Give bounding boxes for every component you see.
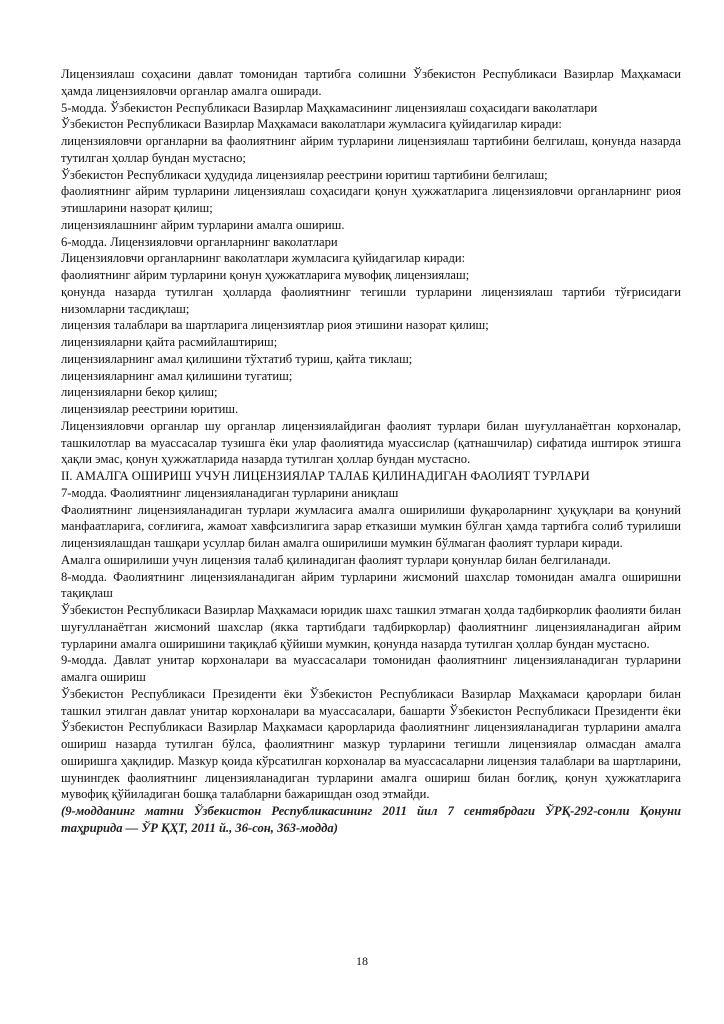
paragraph-state-unitary-enterprises: Ўзбекистон Республикаси Президенти ёки Ўзбекистон Республикаси Вазирлар Маҳкамаси қарорлари билан ташкил этилган давлат унитар корхоналари ва муассасалари, башарти Ўзбекистон Республикаси Президенти ёки Ўзбекистон Республикаси Вазирлар Маҳкамаси қарорларида фаолиятнинг лицензияланадиган турларини амалга ошириш назарда тутилган бўлса, фаолиятнинг мазкур турларини тегишли лицензиялар олмасдан амалга оширишга ҳақлидир. Мазкур қоида кўрсатилган корхоналар ва муассасаларни лицензия талаблари ва шартларини, шунингдек фаолиятнинг лицензияланадиган турларини амалга ошириш билан боғлиқ, қонун ҳужжатларига мувофиқ қўйиладиган бошқа талабларни бажаришдан озод этмайди. — [61, 686, 681, 802]
paragraph-individuals-prohibition: Ўзбекистон Республикаси Вазирлар Маҳкамаси юридик шахс ташкил этмаган ҳолда тадбиркорлик фаолияти билан шуғулланаётган жисмоний шахслар (якка тартибдаги тадбиркорлар) фаолиятнинг лицензияланадиган айрим турларини амалга оширишини тақиқлаб қўйиши мумкин, қонунда назарда тутилган ҳоллар бундан мустасно. — [61, 603, 681, 651]
paragraph-cabinet-powers: Ўзбекистон Республикаси Вазирлар Маҳкамаси ваколатлари жумласига қуйидагилар киради: — [61, 117, 562, 132]
list-item: фаолиятнинг айрим турларини лицензиялаш соҳасидаги қонун ҳужжатларига лицензияловчи органларнинг риоя этишларини назорат қилиш; — [61, 184, 681, 215]
article-5-heading: 5-модда. Ўзбекистон Республикаси Вазирлар Маҳкамасининг лицензиялаш соҳасидаги ваколатлари — [61, 100, 598, 115]
section-2-heading: II. АМАЛГА ОШИРИШ УЧУН ЛИЦЕНЗИЯЛАР ТАЛАБ ҚИЛИНАДИГАН ФАОЛИЯТ ТУРЛАРИ — [61, 469, 590, 483]
list-item: лицензияларни бекор қилиш; — [61, 385, 218, 400]
article-8-heading: 8-модда. Фаолиятнинг лицензияланадиган айрим турларини жисмоний шахслар томонидан амалга оширишни тақиқлаш — [61, 569, 681, 601]
list-item: лицензияларнинг амал қилишини тугатиш; — [61, 368, 293, 383]
list-item: қонунда назарда тутилган ҳолларда фаолиятнинг тегишли турларини лицензиялаш тартиби тўғрисидаги низомларни тасдиқлаш; — [61, 284, 681, 316]
paragraph-licensing-bodies-powers: Лицензияловчи органларнинг ваколатлари жумласига қуйидагилар киради: — [61, 251, 466, 266]
amendment-note: (9-модданинг матни Ўзбекистон Республикасининг 2011 йил 7 сентябрдаги ЎРҚ-292-сонли Қонуни таҳририда — ЎР ҚҲТ, 2011 й., 36-сон, 363-модда) — [61, 804, 681, 835]
paragraph-licensed-by-law: Амалга оширилиши учун лицензия талаб қилинадиган фаолият турлари қонунлар билан белгиланади. — [61, 552, 611, 567]
list-item: лицензияларни қайта расмийлаштириш; — [61, 335, 278, 349]
list-item: фаолиятнинг айрим турларини қонун ҳужжатларига мувофиқ лицензиялаш; — [61, 268, 470, 282]
page-number: 18 — [356, 954, 368, 968]
paragraph-licensing-regulation: Лицензиялаш соҳасини давлат томонидан тартибга солишни Ўзбекистон Республикаси Вазирлар Маҳкамаси ҳамда лицензияловчи органлар амалга оширади. — [61, 67, 681, 98]
article-7-heading: 7-модда. Фаолиятнинг лицензияланадиган турларини аниқлаш — [61, 485, 399, 500]
list-item: лицензиялар реестрини юритиш. — [61, 402, 239, 416]
paragraph-licensed-activity-types: Фаолиятнинг лицензияланадиган турлари жумласига амалга оширилиши фуқароларнинг ҳуқуқлари ва қонуний манфаатларига, соғлиғига, жамоат хавфсизлигига зарар етказиши мумкин бўлган ҳамда тартибга солиб турилиши лицензиялашдан ташқари усуллар билан амалга оширилиши мумкин бўлмаган фаолият турлари киради. — [61, 502, 681, 550]
list-item: Ўзбекистон Республикаси ҳудудида лицензиялар реестрини юритиш тартибини белгилаш; — [61, 167, 548, 182]
article-6-heading: 6-модда. Лицензияловчи органларнинг ваколатлари — [61, 234, 338, 249]
list-item: лицензияловчи органларни ва фаолиятнинг айрим турларини лицензиялаш тартибини белгилаш, қонунда назарда тутилган ҳоллар бундан мустасно; — [61, 134, 681, 165]
list-item: лицензияларнинг амал қилишини тўхтатиб туриш, қайта тиклаш; — [61, 351, 413, 366]
paragraph-licensing-bodies-restriction: Лицензияловчи органлар шу органлар лицензиялайдиган фаолият турлари билан шуғулланаётган корхоналар, ташкилотлар ва муассасалар тузишга ёки улар фаолиятида муассислар (қатнашчилар) сифатида иштирок этишга ҳақли эмас, қонун ҳужжатларида назарда тутилган ҳоллар бундан мустасно. — [61, 418, 681, 467]
document-page — [61, 66, 681, 837]
list-item: лицензия талаблари ва шартларига лицензиятлар риоя этишини назорат қилиш; — [61, 318, 489, 333]
article-9-heading: 9-модда. Давлат унитар корхоналари ва муассасалари томонидан фаолиятнинг лицензияланадиган турларини амалга ошириш — [61, 653, 681, 684]
list-item: лицензиялашнинг айрим турларини амалга ошириш. — [61, 217, 345, 232]
